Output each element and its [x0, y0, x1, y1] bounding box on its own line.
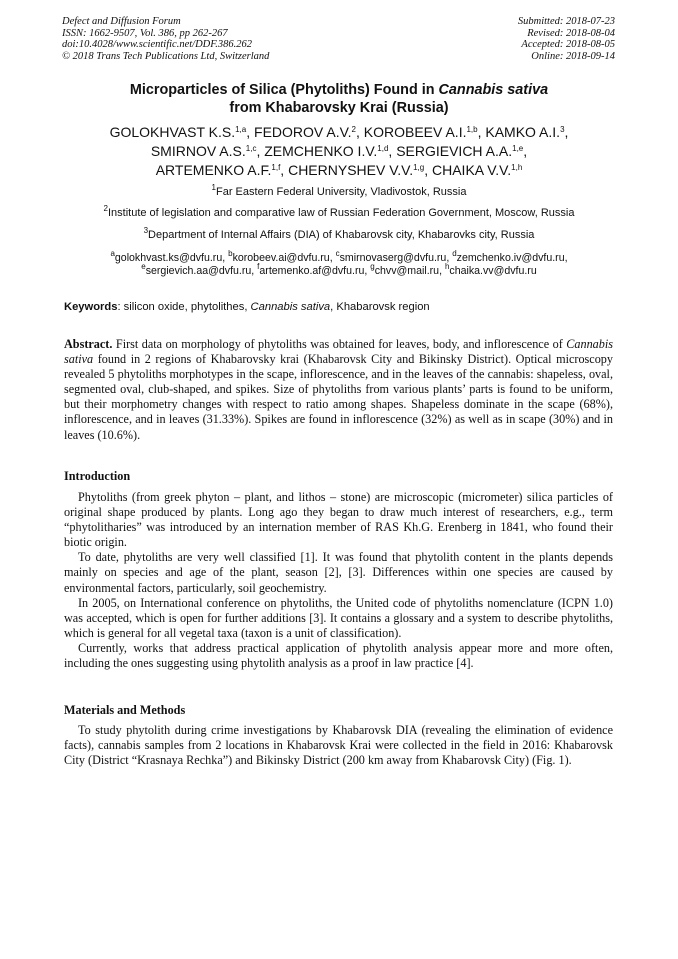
date-submitted: Submitted: 2018-07-23 [517, 16, 615, 27]
author-name: CHAIKA V.V. [432, 162, 512, 178]
author-sup: 1,a [235, 125, 247, 134]
email-link[interactable]: golokhvast.ks@dvfu.ru [114, 252, 223, 264]
email-link[interactable]: chvv@mail.ru [374, 265, 440, 277]
journal-issn: ISSN: 1662-9507, Vol. 386, pp 262-267 [62, 27, 228, 39]
author-sup: 1,e [512, 144, 524, 153]
author-name: ARTEMENKO A.F. [155, 162, 272, 178]
submission-dates [518, 16, 615, 62]
title-text: Microparticles of Silica (Phytoliths) Found in [129, 82, 439, 98]
author-sup: 1,f [271, 163, 281, 172]
email-link[interactable]: smirnovaserg@dvfu.ru [339, 252, 447, 264]
abstract [64, 337, 613, 443]
author-name: GOLOKHVAST K.S. [109, 124, 236, 140]
affiliation-sup: 2 [103, 204, 108, 213]
affiliation-1 [30, 183, 648, 199]
author-name: SERGIEVICH A.A. [396, 143, 513, 159]
author-name: ZEMCHENKO I.V. [264, 143, 378, 159]
email-list: $^a$golokhvast.ks@dvfu.ru, $^b$korobeev.ai@dvfu.ru, $^c$smirnovaserg@dvfu.ru, $^d$zemchenko.iv@dvfu.ru, $^e$sergievich.aa@dvfu.ru, $^f$artemenko.af@dvfu.ru, $^g$chvv@mail.ru, $^h$chaika.vv@dvfu.ru [110, 249, 568, 277]
email-sup: c [335, 249, 340, 258]
author-sup: 1,d [377, 144, 389, 153]
methods-paragraph: To study phytolith during crime investigations by Khabarovsk DIA (revealing the elimination of evidence facts), cannabis samples from 2 locations in Khabarovsk Krai were collected in the field in 2016: Khabarovsk City (District “Krasnaya Rechka”) and Bikinsky District (200 km away from Khabarovsk City) (Fig. 1). [64, 723, 613, 768]
introduction-body [64, 490, 613, 671]
email-link[interactable]: artemenko.af@dvfu.ru [259, 265, 365, 277]
author-sup: 1,b [466, 125, 478, 134]
intro-paragraph: In 2005, on International conference on phytoliths, the United code of phytoliths nomenclature (ICPN 1.0) was accepted, which is open for further additions [3]. It contains a glossary and a system to describe phytoliths, which is general for all vegetal taxa (taxon is a unit of classification). [64, 595, 613, 640]
author-name: CHERNYSHEV V.V. [288, 162, 414, 178]
abstract-text-cont: found in 2 regions of Khabarovsky krai (Khabarovsk City and Bikinsky District). Optical microscopy revealed 5 phytoliths morphotypes in the scape, inflorescence, and in the leaves of the cannabis: shapeless, oval, segmented oval, club-shaped, and spikes. Size of phytoliths from various plants’ parts is found to be uniform, but their morphometry changes with respect to ratio among shapes. Shapeless dominate in the scape (68%), inflorescence, and in leaves (31.33%). Spikes are found in inflorescence (32%) as well as in scape (30%) and in leaves (10.6%). [64, 352, 613, 442]
email-sup: g [370, 262, 375, 271]
intro-paragraph: To date, phytoliths are very well classified [1]. It was found that phytolith content in the plants depends mainly on species and age of the plant, season [2], [3]. Differences within one species are caused by environmental factors, particularly, soil geochemistry. [64, 550, 613, 595]
author-sup: 1,g [413, 163, 425, 172]
author-name: KAMKO A.I. [485, 124, 561, 140]
email-link[interactable]: zemchenko.iv@dvfu.ru [456, 252, 565, 264]
title-species: Cannabis sativa [438, 82, 549, 98]
author-name: SMIRNOV A.S. [150, 143, 246, 159]
abstract-text: First data on morphology of phytoliths was obtained for leaves, body, and inflorescence of [112, 337, 567, 351]
keywords-label: Keywords [64, 301, 118, 313]
affiliation-text: Institute of legislation and comparative law of Russian Federation Government, Moscow, Russia [107, 207, 575, 219]
author-sup: 3 [560, 125, 565, 134]
title-line2: from Khabarovsky Krai (Russia) [229, 100, 449, 116]
email-link[interactable]: korobeev.ai@dvfu.ru [232, 252, 330, 264]
intro-paragraph: Phytoliths (from greek phyton – plant, and lithos – stone) are microscopic (micrometer) silica particles of original shape produced by plants. Long ago they began to draw much interest of researchers, e.g., term “phytolitharies” was introduced by an internation member of RAS Kh.G. Erenberg in 1841, who found their biotic origin. [64, 490, 613, 550]
date-revised: Revised: 2018-08-04 [527, 27, 615, 39]
author-name: FEDOROV A.V. [254, 124, 352, 140]
affiliation-sup: 1 [211, 183, 216, 192]
date-accepted: Accepted: 2018-08-05 [521, 39, 615, 51]
email-sup: d [452, 249, 457, 258]
email-link[interactable]: sergievich.aa@dvfu.ru [145, 265, 252, 277]
keywords-line [64, 300, 614, 314]
intro-paragraph: Currently, works that address practical application of phytolith analysis appear more and more often, including the ones suggesting using phytolith analysis as a proof in law practice [4]. [64, 640, 613, 671]
journal-doi: doi:10.4028/www.scientific.net/DDF.386.262 [62, 39, 253, 51]
abstract-label: Abstract. [64, 337, 113, 351]
email-sup: h [444, 262, 450, 271]
journal-info [62, 16, 269, 62]
author-sup: 2 [351, 125, 356, 134]
author-sup: 1,c [245, 144, 257, 153]
author-list: GOLOKHVAST K.S.$^{1,a}$, FEDOROV A.V.$^2$, KOROBEEV A.I.$^{1,b}$, KAMKO A.I.$^3$, SMIRNOV A.S.$^{1,c}$, ZEMCHENKO I.V.$^{1,d}$, SERGIEVICH A.A.$^{1,e}$, ARTEMENKO A.F.$^{1,f}$, CHERNYSHEV V.V.$^{1,g}$, CHAIKA V.V.$^{1,h}$ [109, 124, 569, 178]
journal-name: Defect and Diffusion Forum [62, 16, 181, 27]
methods-heading: Materials and Methods [64, 703, 186, 717]
affiliation-2 [30, 204, 648, 220]
abstract-paragraph [64, 337, 613, 443]
affiliation-3 [30, 226, 648, 242]
email-sup: b [228, 249, 233, 258]
email-sup: a [110, 249, 115, 258]
abstract-species: Cannabis sativa [64, 337, 613, 367]
author-sup: 1,h [511, 163, 523, 172]
author-name: KOROBEEV A.I. [363, 124, 467, 140]
introduction-heading: Introduction [64, 469, 131, 483]
methods-body [64, 723, 613, 768]
journal-copyright: © 2018 Trans Tech Publications Ltd, Switzerland [62, 50, 270, 62]
keywords-text: : silicon oxide, phytolithes, [117, 301, 251, 313]
affiliation-text: Department of Internal Affairs (DIA) of Khabarovsk city, Khabarovks city, Russia [148, 229, 535, 241]
paper-title [40, 81, 638, 117]
affiliation-text: Far Eastern Federal University, Vladivostok, Russia [216, 186, 467, 198]
email-sup: f [257, 262, 260, 271]
date-online: Online: 2018-09-14 [531, 50, 615, 62]
email-link[interactable]: chaika.vv@dvfu.ru [449, 265, 537, 277]
keywords-text-end: , Khabarovsk region [330, 301, 430, 313]
keywords-species: Cannabis sativa [250, 301, 331, 313]
affiliation-sup: 3 [143, 226, 149, 235]
email-sup: e [141, 262, 146, 271]
